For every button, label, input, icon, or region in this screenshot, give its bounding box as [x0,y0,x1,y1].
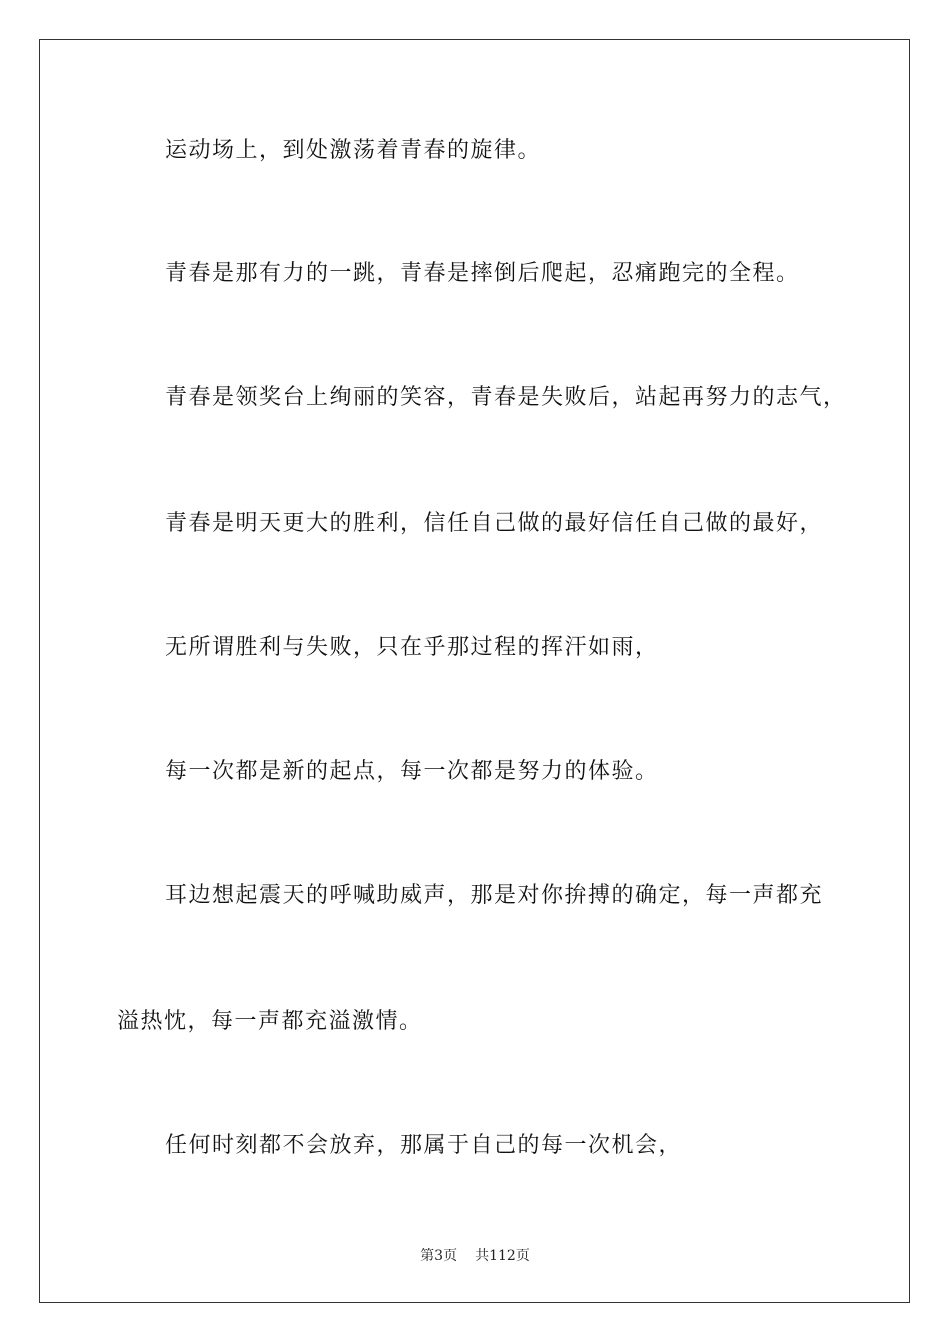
paragraph-line-7: 耳边想起震天的呼喊助威声，那是对你拚搏的确定，每一声都充 [165,883,824,908]
paragraph-line-4: 青春是明天更大的胜利，信任自己做的最好信任自己做的最好， [165,511,824,536]
paragraph-line-6: 每一次都是新的起点，每一次都是努力的体验。 [165,759,659,784]
page-border [39,39,910,1303]
total-pages: 共112页 [475,1248,530,1264]
paragraph-line-3: 青春是领奖台上绚丽的笑容，青春是失败后，站起再努力的志气， [165,385,847,410]
paragraph-line-8: 溢热忱，每一声都充溢激情。 [117,1009,423,1034]
paragraph-line-1: 运动场上，到处激荡着青春的旋律。 [165,138,542,163]
paragraph-line-2: 青春是那有力的一跳，青春是摔倒后爬起，忍痛跑完的全程。 [165,261,800,286]
page-footer [0,1246,950,1266]
paragraph-line-5: 无所谓胜利与失败，只在乎那过程的挥汗如雨， [165,635,659,660]
paragraph-line-9: 任何时刻都不会放弃，那属于自己的每一次机会， [165,1133,683,1158]
page-number: 第3页 [420,1248,458,1264]
